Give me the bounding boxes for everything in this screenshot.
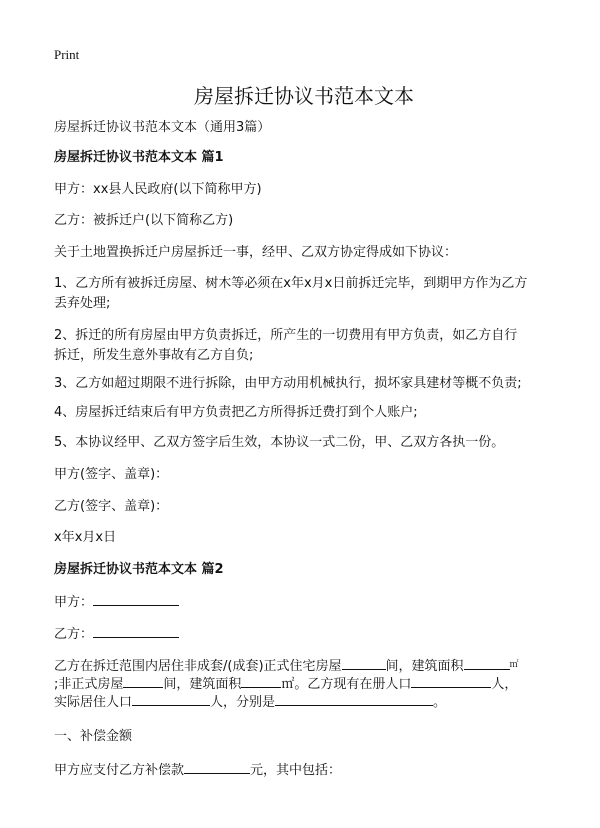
blank-registered[interactable] — [411, 674, 491, 688]
party-b: 乙方：被拆迁户(以下简称乙方) — [54, 213, 234, 228]
housing-para-line3 — [54, 692, 446, 712]
text: 乙方在拆迁范围内居住非成套/(成套)正式住宅房屋 — [54, 659, 342, 674]
text: ㎡ — [509, 660, 519, 670]
text: 人， — [491, 677, 518, 692]
party-a-line — [54, 592, 179, 613]
item3: 3、乙方如超过期限不进行拆除，由甲方动用机械执行，损坏家具建材等概不负责; — [54, 376, 522, 391]
section2-heading: 房屋拆迁协议书范本文本 篇2 — [54, 562, 224, 577]
text: 元，其中包括： — [250, 763, 342, 778]
blank-informal-rooms[interactable] — [123, 674, 163, 688]
sign-b: 乙方(签字、盖章)： — [54, 499, 169, 514]
text: ㎡。乙方现有在册人口 — [281, 677, 412, 692]
party-b-blank[interactable] — [93, 624, 179, 638]
item1-line1: 1、乙方所有被拆迁房屋、树木等必须在x年x月x日前拆迁完毕，到期甲方作为乙方 — [54, 276, 528, 291]
text: 人，分别是 — [210, 695, 276, 710]
blank-informal-area[interactable] — [241, 674, 281, 688]
text: 实际居住人口 — [54, 695, 133, 710]
text: 间，建筑面积 — [163, 677, 242, 692]
blank-area[interactable] — [464, 656, 510, 670]
party-a: 甲方：xx县人民政府(以下简称甲方) — [54, 182, 262, 197]
blank-residents[interactable] — [132, 692, 210, 706]
compensation-heading: 一、补偿金额 — [54, 729, 133, 744]
text: 甲方应支付乙方补偿款 — [54, 763, 185, 778]
housing-para-line2 — [54, 674, 517, 694]
party-a-blank[interactable] — [93, 592, 179, 606]
document-title: 房屋拆迁协议书范本文本 — [194, 84, 414, 108]
sign-a: 甲方(签字、盖章)： — [54, 467, 169, 482]
item5: 5、本协议经甲、乙双方签字后生效，本协议一式二份，甲、乙双方各执一份。 — [54, 435, 505, 450]
subtitle: 房屋拆迁协议书范本文本（通用3篇） — [54, 120, 271, 135]
blank-amount[interactable] — [184, 760, 250, 774]
text: 间，建筑面积 — [385, 659, 464, 674]
item2-line1: 2、拆迁的所有房屋由甲方负责拆迁，所产生的一切费用有甲方负责，如乙方自行 — [54, 328, 518, 343]
intro: 关于土地置换拆迁户房屋拆迁一事，经甲、乙双方协定得成如下协议： — [54, 245, 458, 260]
section1-heading: 房屋拆迁协议书范本文本 篇1 — [54, 150, 224, 165]
item1-line2: 丢弃处理; — [54, 296, 111, 311]
payment-line — [54, 760, 341, 781]
blank-names[interactable] — [275, 692, 433, 706]
party-a-label: 甲方： — [54, 595, 94, 610]
print-link[interactable]: Print — [54, 47, 80, 62]
date: x年x月x日 — [54, 530, 117, 545]
item4: 4、房屋拆迁结束后有甲方负责把乙方所得拆迁费打到个人账户; — [54, 405, 418, 420]
housing-para-line1 — [54, 656, 519, 676]
text: 。 — [433, 695, 447, 710]
party-b-label: 乙方： — [54, 627, 94, 642]
blank-rooms[interactable] — [342, 656, 386, 670]
party-b-line — [54, 624, 179, 645]
text: ;非正式房屋 — [54, 677, 124, 692]
item2-line2: 拆迁，所发生意外事故有乙方自负; — [54, 348, 254, 363]
